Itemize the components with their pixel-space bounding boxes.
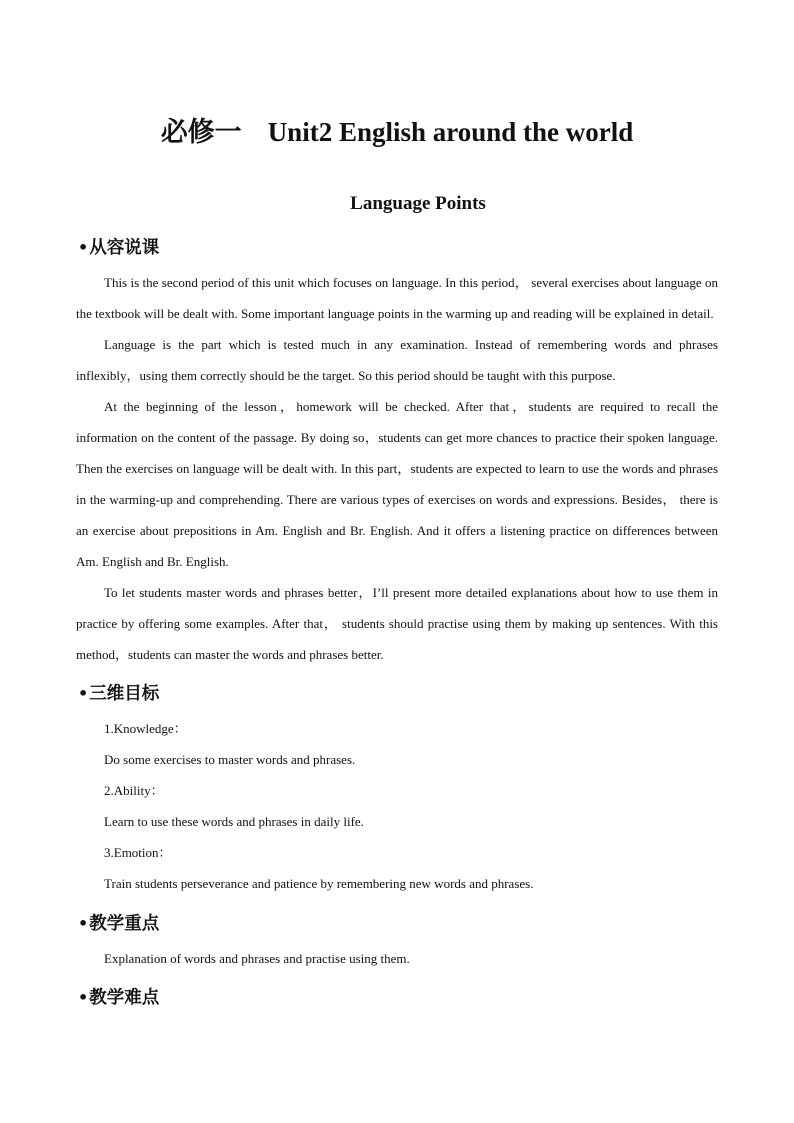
intro-paragraph-2: Language is the part which is tested much in any examination. Instead of remembering words and phrases inflexibly，using them correctly should be the target. So this period should be taught with this purpose.	[76, 337, 718, 383]
objective-text-emotion: Train students perseverance and patience by remembering new words and phrases.	[104, 876, 534, 891]
objective-label-ability: 2.Ability：	[104, 783, 164, 798]
section-heading-difficult-points	[76, 982, 718, 1014]
section-heading-intro	[76, 232, 718, 264]
objective-label-knowledge: 1.Knowledge：	[104, 721, 187, 736]
section-heading-text: 三维目标	[89, 684, 160, 704]
section-heading-text: 教学难点	[89, 988, 160, 1008]
document-body	[76, 232, 718, 1017]
title-chinese: 必修一	[160, 117, 242, 147]
section-heading-key-points	[76, 908, 718, 940]
intro-paragraph-4: To let students master words and phrases better，I’ll present more detailed explanations about how to use them in practice by offering some examples. After that， students should practise using them by making up sentences. With this method，students can master the words and phrases better.	[76, 585, 718, 662]
key-point-text: Explanation of words and phrases and practise using them.	[104, 951, 410, 966]
bullet-icon: •	[78, 914, 89, 933]
section-heading-text: 教学重点	[89, 914, 160, 934]
bullet-icon: •	[78, 238, 89, 257]
intro-paragraph-3: At the beginning of the lesson，homework will be checked. After that，students are required to recall the information on the content of the passage. By doing so，students can get more chances to practice their spoken language. Then the exercises on language will be dealt with. In this part，students are expected to learn to use the words and phrases in the warming-up and comprehending. There are various types of exercises on words and expressions. Besides， there is an exercise about prepositions in Am. English and Br. English. And it offers a listening practice on differences between Am. English and Br. English.	[76, 399, 718, 569]
key-points-list	[76, 943, 718, 974]
objective-label-emotion: 3.Emotion：	[104, 845, 172, 860]
title-english: Unit2 English around the world	[267, 117, 634, 147]
page-subtitle: Language Points	[350, 193, 486, 214]
intro-paragraph-1: This is the second period of this unit which focuses on language. In this period， several exercises about language on the textbook will be dealt with. Some important language points in the warming up and reading will be explained in detail.	[76, 275, 718, 321]
objective-text-knowledge: Do some exercises to master words and phrases.	[104, 752, 356, 767]
objectives-list	[76, 713, 718, 899]
section-heading-objectives	[76, 678, 718, 710]
bullet-icon: •	[78, 684, 89, 703]
page-title	[0, 112, 794, 152]
bullet-icon: •	[78, 988, 89, 1007]
objective-text-ability: Learn to use these words and phrases in daily life.	[104, 814, 364, 829]
section-heading-text: 从容说课	[89, 238, 160, 258]
